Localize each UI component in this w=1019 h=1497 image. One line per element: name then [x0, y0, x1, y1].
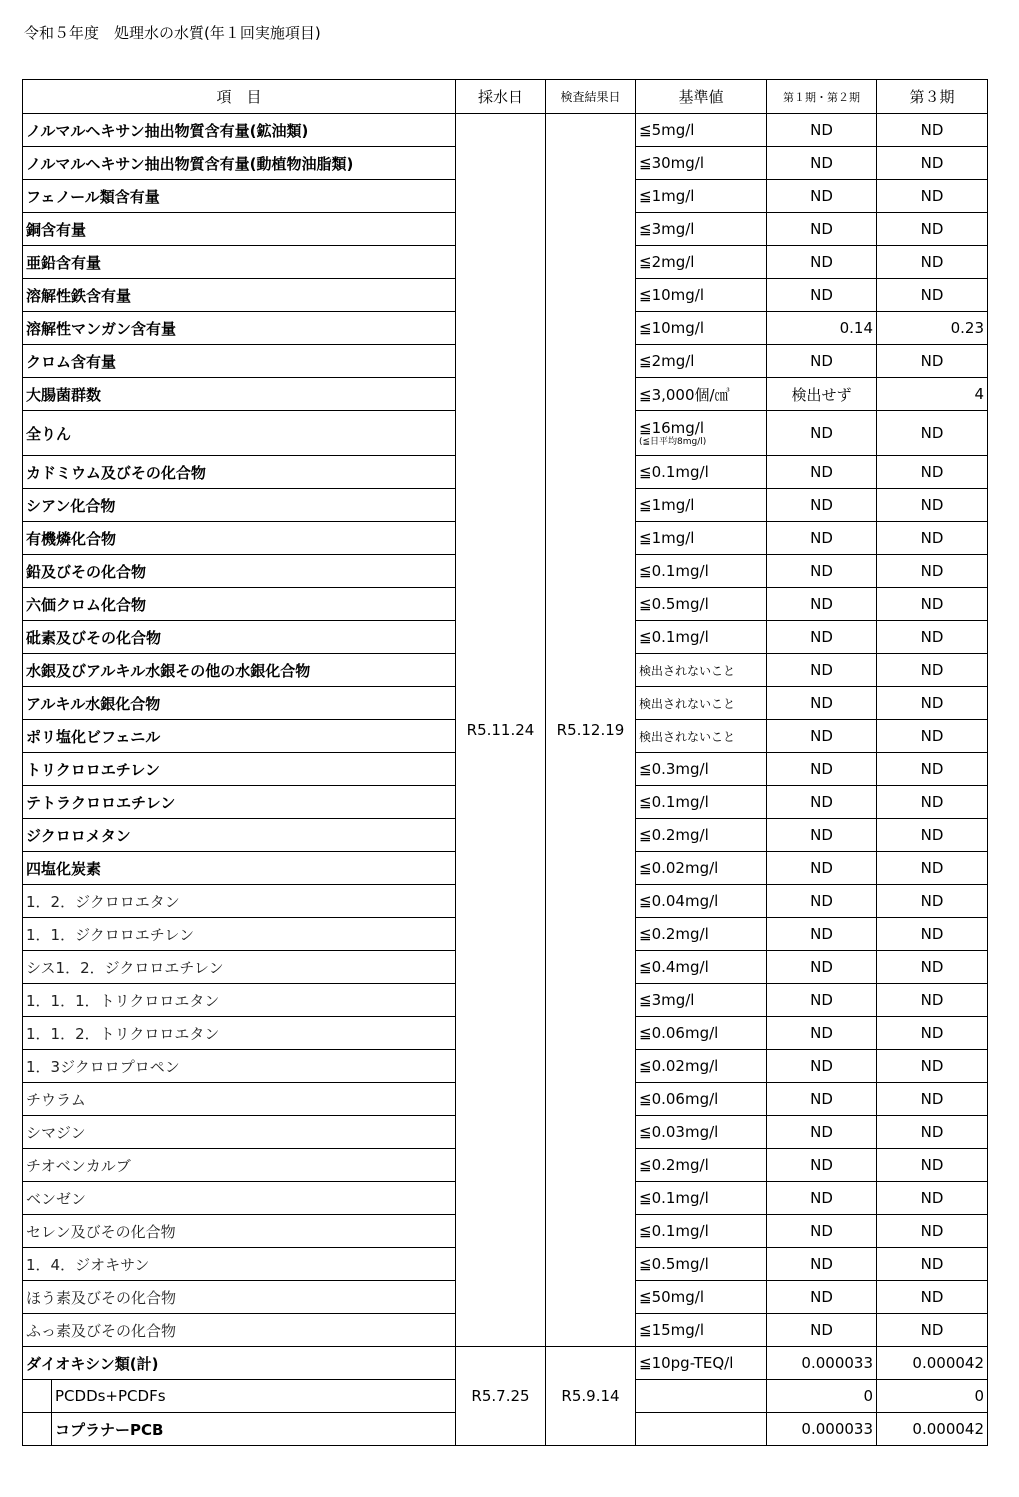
period3-value: ND [877, 147, 988, 180]
period3-value: ND [877, 984, 988, 1017]
standard-value [636, 378, 767, 411]
standard-value [636, 1083, 767, 1116]
item-name: シアン化合物 [23, 489, 456, 522]
standard-main: ≦3,000個/㎤ [639, 385, 730, 404]
standard-value [636, 1182, 767, 1215]
item-name: アルキル水銀化合物 [23, 687, 456, 720]
item-name: 大腸菌群数 [23, 378, 456, 411]
standard-value [636, 984, 767, 1017]
item-name: ベンゼン [23, 1182, 456, 1215]
standard-value [636, 819, 767, 852]
period3-value: 0.23 [877, 312, 988, 345]
item-name: 六価クロム化合物 [23, 588, 456, 621]
period3-value: ND [877, 621, 988, 654]
standard-main: ≦10mg/l [639, 319, 705, 337]
period3-value: ND [877, 411, 988, 456]
period12-value: ND [767, 852, 877, 885]
period12-value: ND [767, 918, 877, 951]
period12-value: ND [767, 819, 877, 852]
period3-value: ND [877, 885, 988, 918]
item-name: シス1．2．ジクロロエチレン [23, 951, 456, 984]
item-name: テトラクロロエチレン [23, 786, 456, 819]
period3-value: ND [877, 1149, 988, 1182]
item-name: ノルマルヘキサン抽出物質含有量(動植物油脂類) [23, 147, 456, 180]
item-name: シマジン [23, 1116, 456, 1149]
standard-value [636, 180, 767, 213]
item-name: ふっ素及びその化合物 [23, 1314, 456, 1347]
standard-main: ≦2mg/l [639, 352, 695, 370]
period12-value: ND [767, 984, 877, 1017]
period12-value: ND [767, 1182, 877, 1215]
standard-main: ≦10mg/l [639, 286, 705, 304]
standard-value [636, 1248, 767, 1281]
standard-value [636, 1281, 767, 1314]
standard-main: ≦2mg/l [639, 253, 695, 271]
period12-value: ND [767, 456, 877, 489]
water-quality-table [22, 79, 988, 1446]
page-title: 令和５年度 処理水の水質(年１回実施項目) [24, 24, 321, 42]
header-period12: 第１期・第２期 [767, 80, 877, 114]
period3-value: ND [877, 1017, 988, 1050]
standard-main: ≦0.4mg/l [639, 958, 709, 976]
standard-value [636, 621, 767, 654]
period12-value: ND [767, 687, 877, 720]
period12-value: ND [767, 786, 877, 819]
item-name: 亜鉛含有量 [23, 246, 456, 279]
period3-value: ND [877, 852, 988, 885]
sub-item-name: PCDDs+PCDFs [52, 1380, 456, 1413]
period12-value: ND [767, 555, 877, 588]
item-name: チオベンカルブ [23, 1149, 456, 1182]
period12-value: ND [767, 1215, 877, 1248]
period12-value: ND [767, 1116, 877, 1149]
period3-value: ND [877, 1314, 988, 1347]
standard-main: ≦0.1mg/l [639, 1222, 709, 1240]
standard-main: 検出されないこと [639, 729, 736, 744]
period3-value: ND [877, 1281, 988, 1314]
period3-value: 4 [877, 378, 988, 411]
item-name: 有機燐化合物 [23, 522, 456, 555]
period12-value: ND [767, 489, 877, 522]
period3-value: 0 [877, 1380, 988, 1413]
period3-value: 0.000042 [877, 1347, 988, 1380]
period12-value: 検出せず [767, 378, 877, 411]
period3-value: ND [877, 1215, 988, 1248]
period12-value: ND [767, 114, 877, 147]
item-name: ノルマルヘキサン抽出物質含有量(鉱油類) [23, 114, 456, 147]
sampling-date: R5.11.24 [456, 114, 546, 1347]
standard-value [636, 522, 767, 555]
period3-value: 0.000042 [877, 1413, 988, 1446]
standard-sub: (≦日平均8mg/l) [639, 437, 707, 447]
period12-value: ND [767, 180, 877, 213]
period3-value: ND [877, 279, 988, 312]
standard-main: ≦50mg/l [639, 1288, 705, 1306]
indent-cell [23, 1413, 52, 1446]
item-name: ジクロロメタン [23, 819, 456, 852]
item-name: 1．3ジクロロプロペン [23, 1050, 456, 1083]
item-name: 砒素及びその化合物 [23, 621, 456, 654]
period3-value: ND [877, 555, 988, 588]
period12-value: ND [767, 951, 877, 984]
period12-value: ND [767, 246, 877, 279]
item-name: ほう素及びその化合物 [23, 1281, 456, 1314]
standard-value [636, 1017, 767, 1050]
standard-main: 検出されないこと [639, 663, 736, 678]
standard-main: ≦0.02mg/l [639, 859, 719, 877]
period3-value: ND [877, 213, 988, 246]
item-name: カドミウム及びその化合物 [23, 456, 456, 489]
period3-value: ND [877, 720, 988, 753]
period3-value: ND [877, 1116, 988, 1149]
standard-main: ≦0.2mg/l [639, 1156, 709, 1174]
standard-value [636, 1050, 767, 1083]
standard-value [636, 114, 767, 147]
standard-value [636, 489, 767, 522]
period12-value: ND [767, 1248, 877, 1281]
period12-value: ND [767, 213, 877, 246]
period3-value: ND [877, 489, 988, 522]
sampling-date: R5.7.25 [456, 1347, 546, 1446]
standard-value [636, 918, 767, 951]
period12-value: 0.000033 [767, 1413, 877, 1446]
standard-value [636, 852, 767, 885]
standard-value [636, 555, 767, 588]
standard-value [636, 951, 767, 984]
standard-main: ≦1mg/l [639, 529, 695, 547]
item-name: フェノール類含有量 [23, 180, 456, 213]
period12-value: ND [767, 411, 877, 456]
period3-value: ND [877, 588, 988, 621]
period3-value: ND [877, 1083, 988, 1116]
item-name: 全りん [23, 411, 456, 456]
standard-main: ≦0.03mg/l [639, 1123, 719, 1141]
standard-value [636, 786, 767, 819]
item-name: 1．1．1．トリクロロエタン [23, 984, 456, 1017]
item-name: ポリ塩化ビフェニル [23, 720, 456, 753]
standard-main: ≦1mg/l [639, 496, 695, 514]
period12-value: ND [767, 720, 877, 753]
item-name: セレン及びその化合物 [23, 1215, 456, 1248]
period12-value: ND [767, 1314, 877, 1347]
standard-main: ≦0.5mg/l [639, 595, 709, 613]
result-date: R5.9.14 [546, 1347, 636, 1446]
standard-main: ≦0.2mg/l [639, 925, 709, 943]
period12-value: ND [767, 753, 877, 786]
period12-value: ND [767, 885, 877, 918]
header-standard: 基準値 [636, 80, 767, 114]
standard-value [636, 588, 767, 621]
period12-value: ND [767, 621, 877, 654]
period3-value: ND [877, 1182, 988, 1215]
standard-main: ≦0.1mg/l [639, 562, 709, 580]
period3-value: ND [877, 819, 988, 852]
item-name: ダイオキシン類(計) [23, 1347, 456, 1380]
period3-value: ND [877, 687, 988, 720]
sub-item-name: コプラナーPCB [52, 1413, 456, 1446]
standard-value [636, 246, 767, 279]
period12-value: ND [767, 522, 877, 555]
item-name: 1．1．ジクロロエチレン [23, 918, 456, 951]
period3-value: ND [877, 1050, 988, 1083]
period12-value: ND [767, 1017, 877, 1050]
standard-main: ≦15mg/l [639, 1321, 705, 1339]
standard-value [636, 687, 767, 720]
period12-value: ND [767, 345, 877, 378]
item-name: 鉛及びその化合物 [23, 555, 456, 588]
period3-value: ND [877, 654, 988, 687]
standard-value [636, 1380, 767, 1413]
period3-value: ND [877, 180, 988, 213]
period3-value: ND [877, 456, 988, 489]
table-row [23, 114, 988, 147]
standard-main: ≦30mg/l [639, 154, 705, 172]
header-result-date: 検査結果日 [546, 80, 636, 114]
standard-value [636, 885, 767, 918]
period12-value: ND [767, 147, 877, 180]
header-item: 項 目 [23, 80, 456, 114]
table-body [23, 114, 988, 1446]
item-name: 水銀及びアルキル水銀その他の水銀化合物 [23, 654, 456, 687]
standard-main: ≦0.5mg/l [639, 1255, 709, 1273]
standard-main: ≦0.1mg/l [639, 1189, 709, 1207]
standard-value [636, 654, 767, 687]
period12-value: ND [767, 1281, 877, 1314]
period3-value: ND [877, 114, 988, 147]
period12-value: ND [767, 1149, 877, 1182]
standard-value [636, 456, 767, 489]
period3-value: ND [877, 918, 988, 951]
standard-main: ≦0.02mg/l [639, 1057, 719, 1075]
period12-value: 0.000033 [767, 1347, 877, 1380]
standard-main: ≦0.1mg/l [639, 463, 709, 481]
item-name: チウラム [23, 1083, 456, 1116]
standard-main: ≦0.1mg/l [639, 628, 709, 646]
standard-main: ≦0.3mg/l [639, 760, 709, 778]
standard-main: ≦16mg/l [639, 419, 705, 437]
item-name: 四塩化炭素 [23, 852, 456, 885]
standard-main: ≦0.06mg/l [639, 1024, 719, 1042]
standard-main: ≦0.04mg/l [639, 892, 719, 910]
standard-value: ≦10pg-TEQ/l [636, 1347, 767, 1380]
standard-value [636, 279, 767, 312]
item-name: 溶解性マンガン含有量 [23, 312, 456, 345]
period3-value: ND [877, 951, 988, 984]
period3-value: ND [877, 1248, 988, 1281]
period3-value: ND [877, 246, 988, 279]
standard-value [636, 312, 767, 345]
item-name: トリクロロエチレン [23, 753, 456, 786]
header-row [23, 80, 988, 114]
period3-value: ND [877, 786, 988, 819]
period12-value: ND [767, 588, 877, 621]
standard-main: ≦0.2mg/l [639, 826, 709, 844]
standard-value [636, 411, 767, 456]
period3-value: ND [877, 522, 988, 555]
standard-main: 検出されないこと [639, 696, 736, 711]
standard-value [636, 1215, 767, 1248]
item-name: 1．2．ジクロロエタン [23, 885, 456, 918]
period12-value: ND [767, 279, 877, 312]
period12-value: ND [767, 1050, 877, 1083]
standard-value [636, 1149, 767, 1182]
period12-value: 0 [767, 1380, 877, 1413]
period3-value: ND [877, 345, 988, 378]
standard-value [636, 1314, 767, 1347]
item-name: クロム含有量 [23, 345, 456, 378]
standard-main: ≦3mg/l [639, 220, 695, 238]
period12-value: ND [767, 654, 877, 687]
item-name: 1．4．ジオキサン [23, 1248, 456, 1281]
standard-main: ≦1mg/l [639, 187, 695, 205]
table-row [23, 1347, 988, 1380]
standard-value [636, 753, 767, 786]
standard-value [636, 345, 767, 378]
standard-main: ≦0.1mg/l [639, 793, 709, 811]
standard-value [636, 720, 767, 753]
standard-value [636, 1413, 767, 1446]
item-name: 1．1．2．トリクロロエタン [23, 1017, 456, 1050]
indent-cell [23, 1380, 52, 1413]
item-name: 溶解性鉄含有量 [23, 279, 456, 312]
standard-value [636, 213, 767, 246]
result-date: R5.12.19 [546, 114, 636, 1347]
period12-value: 0.14 [767, 312, 877, 345]
period3-value: ND [877, 753, 988, 786]
item-name: 銅含有量 [23, 213, 456, 246]
standard-value [636, 1116, 767, 1149]
standard-main: ≦0.06mg/l [639, 1090, 719, 1108]
period12-value: ND [767, 1083, 877, 1116]
standard-main: ≦5mg/l [639, 121, 695, 139]
standard-value [636, 147, 767, 180]
header-period3: 第３期 [877, 80, 988, 114]
header-sampling-date: 採水日 [456, 80, 546, 114]
standard-main: ≦3mg/l [639, 991, 695, 1009]
